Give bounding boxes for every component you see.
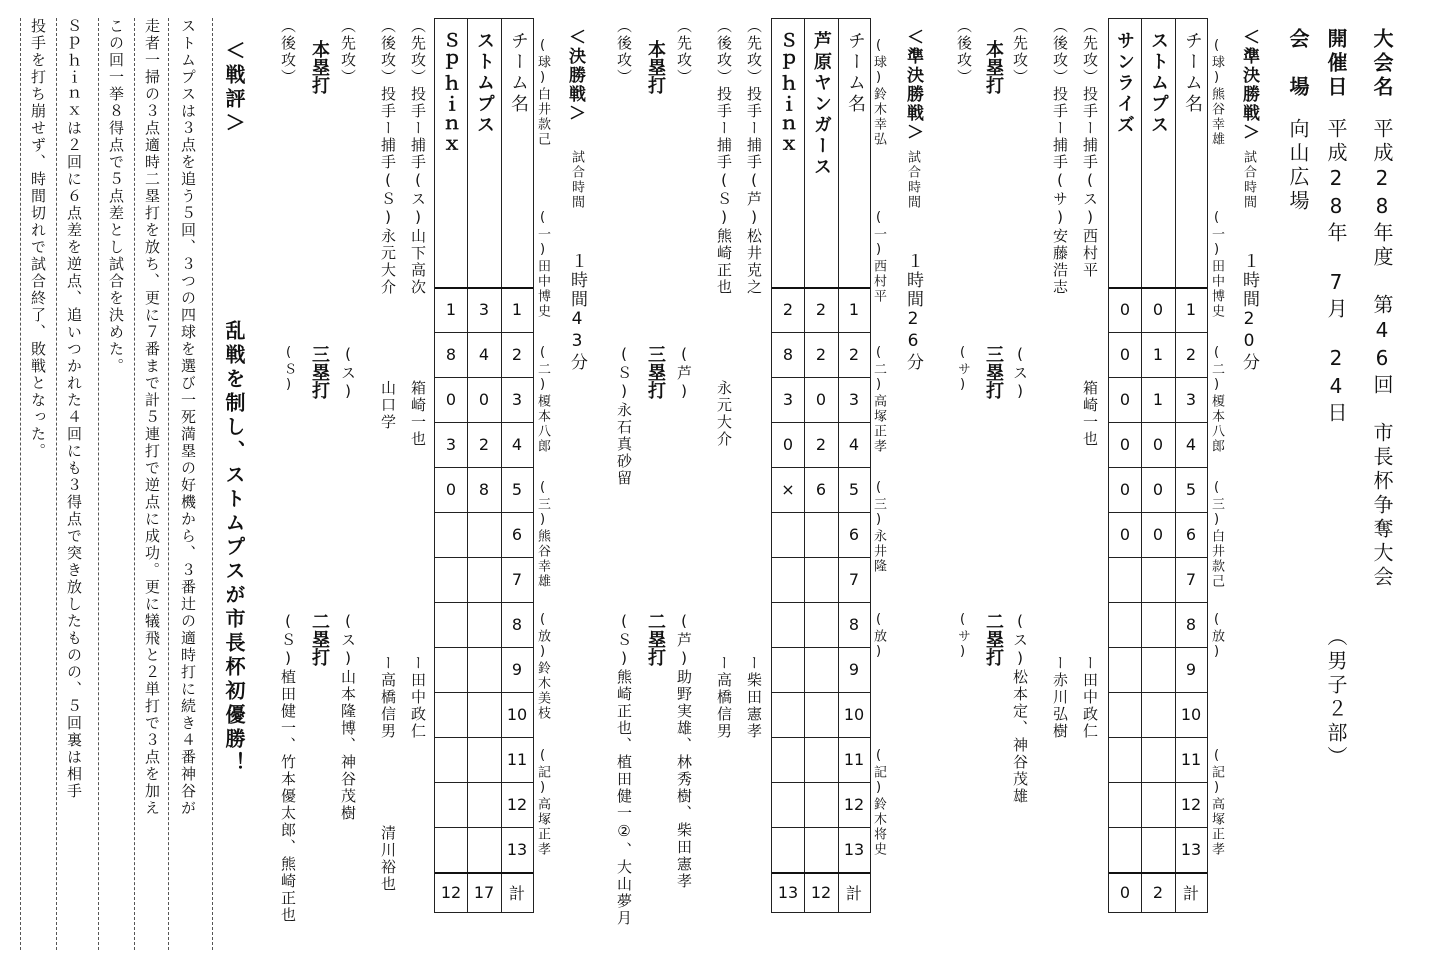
review-rule	[56, 18, 57, 950]
score-cell: 0	[1152, 525, 1164, 544]
score-cell: 0	[1152, 480, 1164, 499]
game3-triple-player: 箱崎一也	[409, 380, 427, 448]
game1-second-attack: （後攻）	[955, 18, 973, 86]
game2-team-second: Ｓｐｈｉｎｘ	[777, 31, 798, 157]
score-cell: ×	[781, 480, 795, 499]
game1-battery-first: （先攻）投手ー捕手(ス)西村平	[1081, 18, 1099, 279]
score-cell: 3	[445, 435, 457, 454]
game3-umpire-1b: (一)田中博史	[535, 210, 550, 319]
game2-umpire-3b: (三)永井隆	[871, 480, 886, 574]
total-cell: 17	[473, 882, 495, 902]
game1-team-first: ストムプス	[1148, 31, 1169, 136]
inning-num: 4	[848, 435, 860, 454]
total-cell: 13	[777, 882, 799, 902]
game2-umpire-1b: (一)西村平	[871, 210, 886, 304]
score-cell: 0	[1119, 525, 1131, 544]
inning-num: 12	[506, 795, 528, 814]
total-cell: 0	[1119, 882, 1131, 902]
score-cell: 0	[445, 480, 457, 499]
game1-umpire-2b: (二)榎本八郎	[1209, 345, 1224, 454]
game2-battery-second-catcher: ー高橋信男	[715, 655, 733, 740]
score-cell: 8	[445, 345, 457, 364]
game2-time-label: 試合時間	[905, 150, 920, 210]
inning-num: 2	[511, 345, 523, 364]
game3-double-label: 二塁打	[309, 612, 330, 666]
game3-umpire-3b: (三)熊谷幸雄	[535, 480, 550, 589]
score-cell: 0	[1152, 300, 1164, 319]
game1-double-label: 二塁打	[983, 612, 1004, 666]
review-line-5: 投手を打ち崩せず、時間切れで試合終了、敗戦となった。	[29, 18, 47, 460]
game3-title: ＜決勝戦＞	[565, 28, 585, 123]
game1-first-attack: （先攻）	[1011, 18, 1029, 86]
game2-time: １時間26分	[903, 252, 923, 372]
review-rule	[98, 18, 99, 950]
inning-num: 1	[848, 300, 860, 319]
inning-num: 10	[1180, 705, 1202, 724]
inning-num: 13	[506, 840, 528, 859]
game2-team-first: 芦原ヤンガース	[811, 31, 832, 178]
score-cell: 1	[1152, 345, 1164, 364]
score-cell: 3	[782, 390, 794, 409]
game3-triple2-tag: (Ｓ)	[281, 345, 296, 394]
inning-num: 12	[1180, 795, 1202, 814]
game2-double2: (Ｓ)熊崎正也、植田健一②、大山夢月	[615, 612, 633, 927]
game3-umpire-scorer: (記)高塚正孝	[535, 748, 550, 857]
game2-battery-first: （先攻）投手ー捕手(芦)松井克之	[745, 18, 763, 296]
game2-scoreboard	[771, 18, 871, 913]
inning-num: 2	[1185, 345, 1197, 364]
tournament-label: 大会名	[1370, 28, 1394, 100]
game2-battery-second: （後攻）投手ー捕手(Ｓ)熊崎正也	[715, 18, 733, 296]
game1-battery-second-catcher: ー赤川弘樹	[1051, 655, 1069, 740]
total-header: 計	[508, 883, 525, 903]
score-cell: 6	[815, 480, 827, 499]
game1-triple-label: 三塁打	[983, 345, 1004, 399]
inning-num: 5	[511, 480, 523, 499]
game2-triple-label: 三塁打	[645, 345, 666, 399]
game3-triple-label: 三塁打	[309, 345, 330, 399]
score-cell: 8	[782, 345, 794, 364]
review-line-3: この回一挙８得点で５点差とし試合を決めた。	[107, 18, 125, 375]
game1-scoreboard	[1108, 18, 1208, 913]
score-cell: 0	[1119, 345, 1131, 364]
score-cell: 2	[782, 300, 794, 319]
inning-num: 6	[511, 525, 523, 544]
game2-triple-tag: (芦)	[675, 345, 693, 402]
inning-num: 4	[511, 435, 523, 454]
score-cell: 4	[478, 345, 490, 364]
game1-umpire-1b: (一)田中博史	[1209, 210, 1224, 319]
game1-hr-label: 本塁打	[983, 40, 1004, 94]
review-rule	[212, 18, 213, 950]
game3-time: １時間43分	[567, 252, 587, 372]
inning-num: 10	[843, 705, 865, 724]
score-cell: 0	[1152, 435, 1164, 454]
inning-num: 7	[1185, 570, 1197, 589]
game1-triple2-tag: (サ)	[955, 345, 970, 394]
game2-team-col-header: チーム名	[845, 31, 866, 115]
game3-second-attack: （後攻）	[279, 18, 297, 86]
game1-team-second: サンライズ	[1114, 31, 1135, 136]
game1-umpire-announcer: (放)	[1209, 612, 1224, 661]
game1-time-label: 試合時間	[1241, 150, 1256, 210]
review-headline: 乱戦を制し、ストムプスが市長杯初優勝！	[222, 320, 246, 776]
review-line-4: Ｓｐｈｉｎｘは２回に６点差を逆点、追いつかれた４回にも３得点で突き放したものの、５回裏は相手	[65, 18, 83, 800]
inning-num: 8	[1185, 615, 1197, 634]
game1-battery-first-catcher: ー田中政仁	[1081, 655, 1099, 740]
game3-battery-second: （後攻）投手ー捕手(Ｓ)永元大介	[379, 18, 397, 296]
review-rule	[168, 18, 169, 950]
game3-umpire-main: (球)白井款己	[535, 38, 550, 147]
game3-hr-label: 本塁打	[309, 40, 330, 94]
game1-team-col-header: チーム名	[1182, 31, 1203, 115]
inning-num: 12	[843, 795, 865, 814]
inning-num: 7	[848, 570, 860, 589]
game2-umpire-main: (球)鈴木幸弘	[871, 38, 886, 147]
inning-num: 9	[511, 660, 523, 679]
inning-num: 4	[1185, 435, 1197, 454]
score-cell: 0	[1119, 300, 1131, 319]
inning-num: 6	[1185, 525, 1197, 544]
inning-num: 1	[511, 300, 523, 319]
tournament-name: 平成28年度 第46回 市長杯争奪大会	[1370, 118, 1394, 590]
inning-num: 3	[511, 390, 523, 409]
review-rule	[20, 18, 21, 950]
score-cell: 0	[782, 435, 794, 454]
review-rule	[134, 18, 135, 950]
game2-umpire-scorer: (記)鈴木将史	[871, 748, 886, 857]
game2-umpire-2b: (二)高塚正孝	[871, 345, 886, 454]
inning-num: 3	[1185, 390, 1197, 409]
game1-umpire-3b: (三)白井款己	[1209, 480, 1224, 589]
game3-umpire-2b: (二)榎本八郎	[535, 345, 550, 454]
game3-team-col-header: チーム名	[508, 31, 529, 115]
score-cell: 1	[445, 300, 457, 319]
game3-team-second: Ｓｐｈｉｎｘ	[440, 31, 461, 157]
inning-num: 7	[511, 570, 523, 589]
review-line-2: 走者一掃の３点適時二塁打を放ち、更に７番まで計５連打で逆点に成功。更に犠飛と２単打で３点を加え	[143, 18, 161, 817]
game3-scoreboard	[434, 18, 534, 913]
score-cell: 1	[1152, 390, 1164, 409]
score-cell: 0	[1119, 480, 1131, 499]
game3-umpire-announcer: (放)鈴木美枝	[535, 612, 550, 721]
game2-second-attack: （後攻）	[615, 18, 633, 86]
game1-umpire-scorer: (記)高塚正孝	[1209, 748, 1224, 857]
inning-num: 8	[511, 615, 523, 634]
game2-battery-first-catcher: ー柴田憲孝	[745, 655, 763, 740]
inning-num: 9	[848, 660, 860, 679]
score-cell: 0	[1119, 435, 1131, 454]
game2-first-attack: （先攻）	[675, 18, 693, 86]
inning-num: 6	[848, 525, 860, 544]
inning-num: 11	[843, 750, 865, 769]
game3-battery-first: （先攻）投手ー捕手(ス)山下高次	[409, 18, 427, 296]
score-cell: 0	[1119, 390, 1131, 409]
game1-triple-tag: (ス)	[1011, 345, 1029, 402]
game3-double-names: (ス)山本隆博、神谷茂樹	[339, 612, 357, 822]
inning-num: 11	[1180, 750, 1202, 769]
game2-umpire-announcer: (放)	[871, 612, 886, 661]
game3-triple2-player: 山口学	[379, 380, 397, 431]
total-header: 計	[1182, 883, 1199, 903]
inning-num: 9	[1185, 660, 1197, 679]
game1-umpire-main: (球)熊谷幸雄	[1209, 38, 1224, 147]
total-cell: 12	[810, 882, 832, 902]
inning-num: 2	[848, 345, 860, 364]
score-cell: 2	[815, 435, 827, 454]
game1-time: １時間20分	[1239, 252, 1259, 372]
game3-battery-first-catcher: ー田中政仁	[409, 655, 427, 740]
venue-value: 向山広場	[1286, 118, 1310, 214]
score-cell: 8	[478, 480, 490, 499]
game1-double2-tag: (サ)	[955, 612, 970, 661]
game1-double-names: (ス)松本定、神谷茂雄	[1011, 612, 1029, 805]
inning-num: 5	[848, 480, 860, 499]
score-cell: 2	[478, 435, 490, 454]
game2-double-names: (芦)助野実雄、林秀樹、柴田憲孝	[675, 612, 693, 890]
score-cell: 0	[478, 390, 490, 409]
venue-label: 会 場	[1286, 28, 1310, 100]
game1-triple-player: 箱崎一也	[1081, 380, 1099, 448]
score-cell: 2	[815, 300, 827, 319]
score-cell: 2	[815, 345, 827, 364]
game2-triple2: (Ｓ)永石真砂留	[615, 345, 633, 487]
game2-hr-label: 本塁打	[645, 40, 666, 94]
inning-num: 13	[1180, 840, 1202, 859]
game1-title: ＜準決勝戦＞	[1239, 28, 1259, 142]
review-line-1: ストムプスは３点を追う５回、３つの四球を選び一死満塁の好機から、３番辻の適時打に続き４番神谷が	[179, 18, 197, 817]
game3-extra-catcher: 清川裕也	[379, 825, 397, 893]
game2-double-label: 二塁打	[645, 612, 666, 666]
inning-num: 1	[1185, 300, 1197, 319]
date-label: 開催日	[1324, 28, 1348, 100]
score-cell: 0	[445, 390, 457, 409]
inning-num: 8	[848, 615, 860, 634]
game3-first-attack: （先攻）	[339, 18, 357, 86]
inning-num: 11	[506, 750, 528, 769]
total-cell: 12	[440, 882, 462, 902]
total-header: 計	[845, 883, 862, 903]
date-value: 平成28年 7月 24日	[1324, 118, 1348, 426]
review-title: ＜戦評＞	[222, 40, 246, 136]
total-cell: 2	[1152, 882, 1164, 902]
score-cell: 0	[815, 390, 827, 409]
game3-triple-tag: (ス)	[339, 345, 357, 402]
inning-num: 3	[848, 390, 860, 409]
game2-triple-player: 永元大介	[715, 380, 733, 448]
game1-battery-second: （後攻）投手ー捕手(サ)安藤浩志	[1051, 18, 1069, 296]
game3-battery-second-catcher: ー高橋信男	[379, 655, 397, 740]
score-cell: 3	[478, 300, 490, 319]
game3-team-first: ストムプス	[474, 31, 495, 136]
inning-num: 5	[1185, 480, 1197, 499]
game3-time-label: 試合時間	[569, 150, 584, 210]
inning-num: 13	[843, 840, 865, 859]
game3-double2: (Ｓ)植田健一、竹本優太郎、熊崎正也	[279, 612, 297, 924]
game2-title: ＜準決勝戦＞	[903, 28, 923, 142]
division-label: （男子２部）	[1324, 626, 1348, 770]
inning-num: 10	[506, 705, 528, 724]
